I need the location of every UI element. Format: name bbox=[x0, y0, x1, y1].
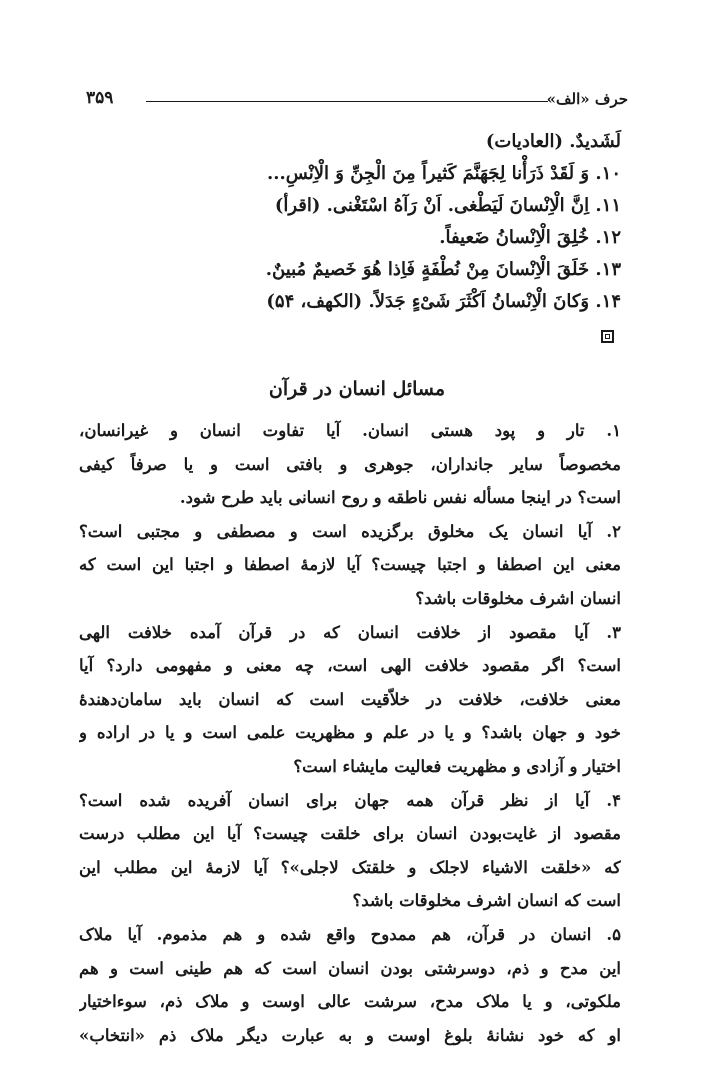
body-text bbox=[79, 414, 621, 1052]
paragraph-line: ۵. انسان در قرآن، هم ممدوح واقع شده و هم مذموم. آیا ملاک bbox=[79, 924, 621, 944]
verse-line: ۱۳. خَلَقَ الْاِنْسانَ مِنْ نُطْفَةٍ فَاِذا هُوَ خَصیمٌ مُبینٌ. bbox=[265, 259, 621, 280]
header-rule bbox=[146, 101, 548, 102]
paragraph-line: است؟ در اینجا مسأله نفس ناطقه و روح انسانی باید طرح شود. bbox=[179, 488, 621, 508]
paragraph-line: است؟ اگر مقصود خلافت الهی است، چه معنی و مفهومی دارد؟ آیا bbox=[79, 656, 621, 676]
paragraph-line: معنی خلافت، خلافت در خلاّقیت است که انسان باید سامان‌دهندهٔ bbox=[79, 689, 621, 709]
verse-line: ۱۱. اِنَّ الْاِنْسانَ لَیَطْغی. اَنْ رَآهُ اسْتَغْنی. (اقرأ) bbox=[274, 195, 621, 216]
paragraph-line: او که خود نشانهٔ بلوغ اوست و به عبارت دیگر ملاک ذم «انتخاب» bbox=[79, 1025, 621, 1045]
paragraph-line: ۴. آیا از نظر قرآن همه جهان برای انسان آفریده شده است؟ bbox=[79, 790, 621, 810]
verse-line: لَشَدیدٌ. (العادیات) bbox=[485, 131, 621, 152]
paragraph-line: ۱. تار و پود هستی انسان. آیا تفاوت انسان و غیرانسان، bbox=[79, 421, 621, 440]
verse-list bbox=[141, 126, 621, 318]
paragraph-line: اختیار و آزادی و مظهریت فعالیت مایشاء است؟ bbox=[293, 756, 621, 776]
paragraph-line: مقصود از غایت‌بودن انسان برای خلقت چیست؟ آیا این مطلب درست bbox=[79, 824, 621, 844]
verse-line: ۱۲. خُلِقَ الْاِنْسانُ ضَعیفاً. bbox=[439, 227, 621, 248]
paragraph-line: این مدح و ذم، دوسرشتی بودن انسان است که هم طینی است و هم bbox=[79, 958, 621, 978]
verse-line: ۱۰. وَ لَقَدْ ذَرَأْنا لِجَهَنَّمَ کَثیراً مِنَ الْجِنِّ وَ الْاِنْسِ... bbox=[267, 163, 621, 184]
section-end-mark-icon bbox=[601, 330, 614, 343]
paragraph-line: ۳. آیا مقصود از خلافت انسان که در قرآن آمده خلافت الهی bbox=[79, 622, 621, 642]
paragraph-line: انسان اشرف مخلوقات باشد؟ bbox=[415, 588, 621, 608]
paragraph-line: معنی این اصطفا و اجتبا چیست؟ آیا لازمهٔ اصطفا و اجتبا این است که bbox=[79, 555, 621, 575]
section-title: مسائل انسان در قرآن bbox=[268, 378, 446, 400]
page-number: ۳۵۹ bbox=[86, 88, 114, 108]
running-header bbox=[86, 88, 628, 114]
paragraph-line: ۲. آیا انسان یک مخلوق برگزیده است و مصطفی و مجتبی است؟ bbox=[79, 521, 621, 541]
paragraph-line: است که انسان اشرف مخلوقات باشد؟ bbox=[352, 891, 621, 911]
paragraph-line: که «خلقت الاشیاء لاجلک و خلقتک لاجلی»؟ آیا لازمهٔ این مطلب این bbox=[79, 857, 621, 877]
paragraph-line: خود و جهان باشد؟ و یا در علم و مظهریت علمی است و یا در اراده و bbox=[79, 723, 621, 743]
paragraph-line: ملکوتی، و یا ملاک مدح، سرشت عالی اوست و ملاک ذم، سوءاختیار bbox=[79, 992, 621, 1012]
chapter-title: حرف «الف» bbox=[546, 90, 628, 108]
verse-line: ۱۴. وَکانَ الْاِنْسانُ اَکْثَرَ شَیْءٍ جَدَلاً. (الکهف، ۵۴) bbox=[266, 291, 621, 312]
paragraph-line: مخصوصاً سایر جانداران، جوهری و بافتی است و یا صرفاً کیفی bbox=[79, 454, 621, 474]
